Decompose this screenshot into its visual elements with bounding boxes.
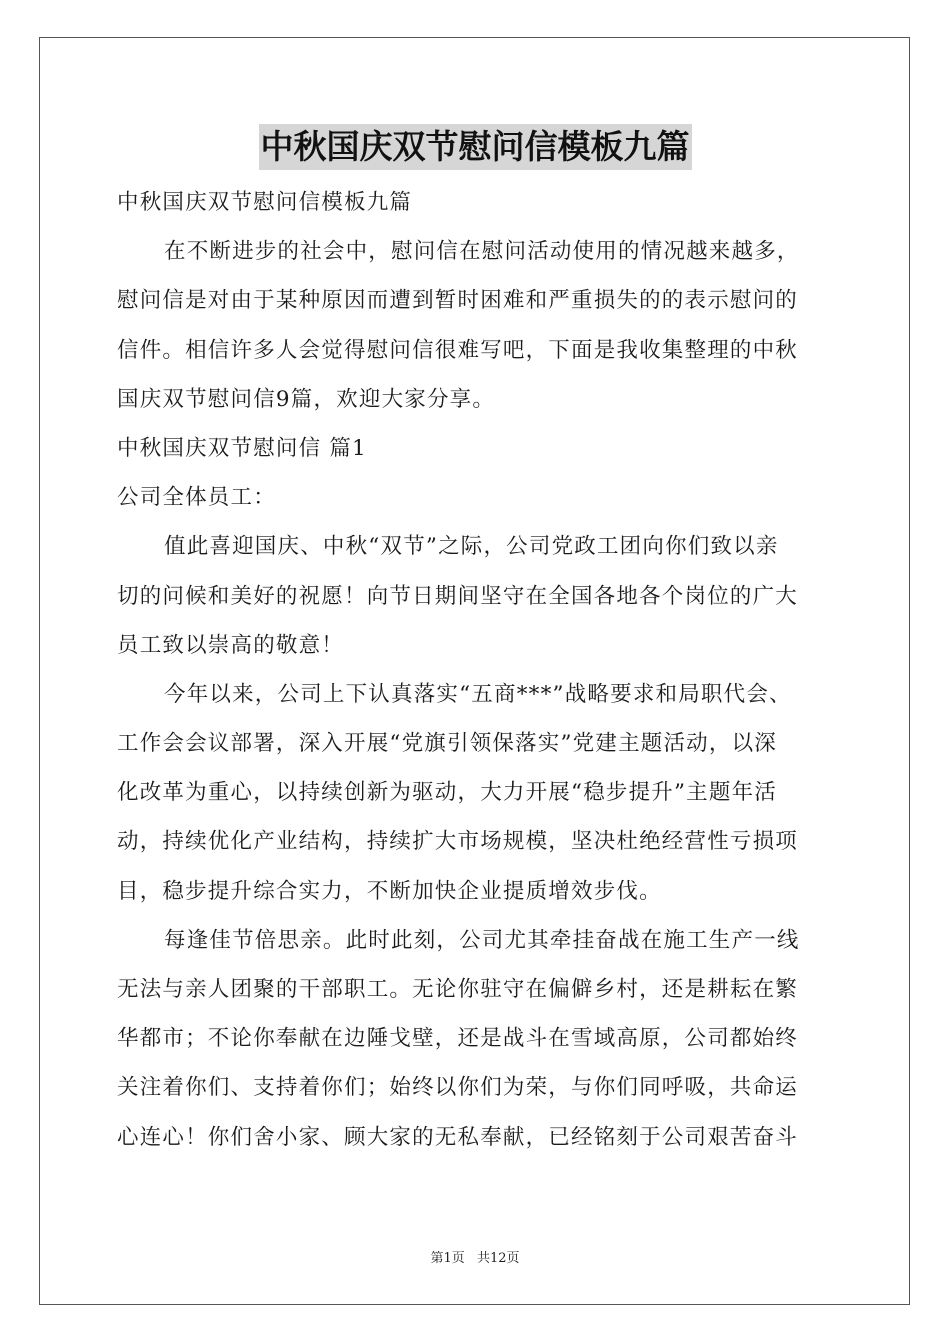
document-title: 中秋国庆双节慰问信模板九篇	[259, 124, 692, 170]
paragraph-line: 慰问信是对由于某种原因而遭到暂时困难和严重损失的的表示慰问的	[117, 288, 799, 314]
subtitle-line: 中秋国庆双节慰问信模板九篇	[117, 190, 413, 215]
paragraph-line: 员工致以崇高的敬意！	[117, 632, 345, 658]
page-footer	[0, 1247, 950, 1266]
page-total: 共12页	[476, 1251, 520, 1266]
title-container	[0, 124, 950, 170]
paragraph-line: 化改革为重心，以持续创新为驱动，大力开展“稳步提升”主题年活	[117, 780, 777, 806]
paragraph-line: 华都市；不论你奉献在边陲戈壁，还是战斗在雪域高原，公司都始终	[117, 1026, 799, 1052]
paragraph-line: 值此喜迎国庆、中秋“双节”之际，公司党政工团向你们致以亲	[164, 534, 779, 560]
salutation-line: 公司全体员工：	[117, 485, 276, 511]
paragraph-line: 工作会会议部署，深入开展“党旗引领保落实”党建主题活动，以深	[117, 731, 777, 757]
paragraph-line: 国庆双节慰问信9篇，欢迎大家分享。	[117, 386, 496, 412]
paragraph-line: 今年以来，公司上下认真落实“五商***”战略要求和局职代会、	[164, 681, 792, 707]
page-number: 第1页	[430, 1251, 465, 1266]
document-body	[117, 178, 849, 1162]
paragraph-line: 心连心！你们舍小家、顾大家的无私奉献，已经铭刻于公司艰苦奋斗	[117, 1124, 799, 1150]
paragraph-line: 信件。相信许多人会觉得慰问信很难写吧，下面是我收集整理的中秋	[117, 337, 799, 363]
paragraph-line: 关注着你们、支持着你们；始终以你们为荣，与你们同呼吸，共命运	[117, 1075, 799, 1101]
paragraph-line: 在不断进步的社会中，慰问信在慰问活动使用的情况越来越多，	[164, 239, 800, 265]
paragraph-line: 无法与亲人团聚的干部职工。无论你驻守在偏僻乡村，还是耕耘在繁	[117, 977, 799, 1002]
paragraph-line: 切的问候和美好的祝愿！向节日期间坚守在全国各地各个岗位的广大	[117, 583, 799, 609]
section-heading: 中秋国庆双节慰问信 篇1	[117, 435, 367, 461]
paragraph-line: 目，稳步提升综合实力，不断加快企业提质增效步伐。	[117, 878, 662, 904]
paragraph-line: 动，持续优化产业结构，持续扩大市场规模，坚决杜绝经营性亏损项	[117, 829, 799, 855]
paragraph-line: 每逢佳节倍思亲。此时此刻，公司尤其牵挂奋战在施工生产一线	[164, 927, 800, 953]
